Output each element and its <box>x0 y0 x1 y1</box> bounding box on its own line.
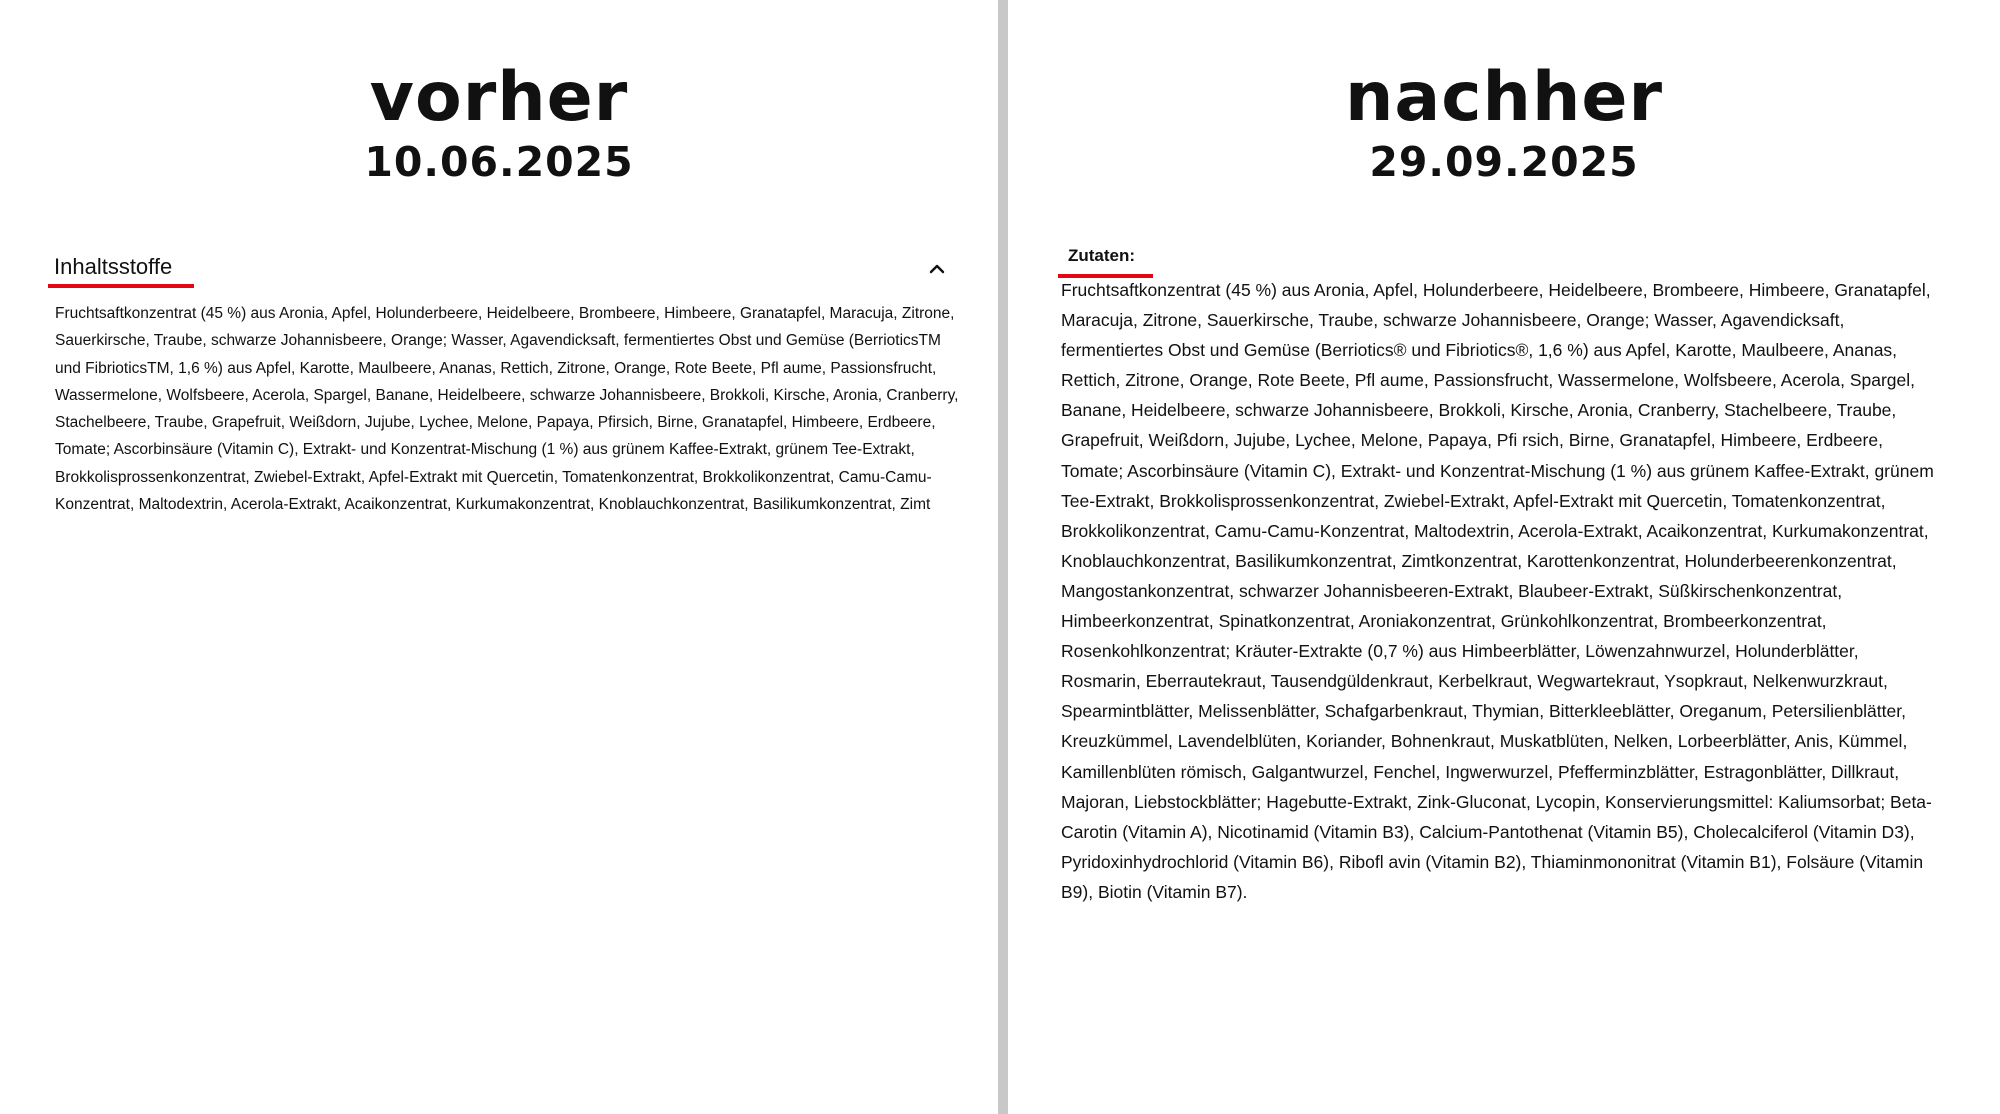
panel-divider <box>998 0 1008 1114</box>
ingredients-accordion-header[interactable] <box>48 248 958 288</box>
after-date: 29.09.2025 <box>1369 138 1639 186</box>
accordion-title: Inhaltsstoffe <box>54 254 173 279</box>
before-date: 10.06.2025 <box>364 138 634 186</box>
before-panel <box>0 0 998 1114</box>
before-ingredients-text: Fruchtsaftkonzentrat (45 %) aus Aronia, Apfel, Holunderbeere, Heidelbeere, Brombeere, Himbeere, Granatapfel, Maracuja, Zitrone, Sauerkirsche, Traube, schwarze Johannisbeere, Orange; Wasser, Agavendicksaft, fermentiertes Obst und Gemüse (BerrioticsTM und FibrioticsTM, 1,6 %) aus Apfel, Karotte, Maulbeere, Ananas, Rettich, Zitrone, Orange, Rote Beete, Pfl aume, Passionsfrucht, Wassermelone, Wolfsbeere, Acerola, Spargel, Banane, Heidelbeere, schwarze Johannisbeere, Brokkoli, Kirsche, Aronia, Cranberry, Stachelbeere, Traube, Grapefruit, Weißdorn, Jujube, Lychee, Melone, Papaya, Pfirsich, Birne, Granatapfel, Himbeere, Erdbeere, Tomate; Ascorbinsäure (Vitamin C), Extrakt- und Konzentrat-Mischung (1 %) aus grünem Kaffee-Extrakt, grünem Tee-Extrakt, Brokkolisprossenkonzentrat, Zwiebel-Extrakt, Apfel-Extrakt mit Quercetin, Tomatenkonzentrat, Brokkolikonzentrat, Camu-Camu-Konzentrat, Maltodextrin, Acerola-Extrakt, Acaikonzentrat, Kurkumakonzentrat, Knoblauchkonzentrat, Basilikumkonzentrat, Zimt <box>55 305 959 514</box>
after-section-label: Zutaten: <box>1068 246 1136 265</box>
chevron-up-icon[interactable] <box>926 258 948 280</box>
accordion-title-underline <box>48 284 194 288</box>
after-ingredients-text: Fruchtsaftkonzentrat (45 %) aus Aronia, Apfel, Holunderbeere, Heidelbeere, Brombeere, Himbeere, Granatapfel, Maracuja, Zitrone, Sauerkirsche, Traube, schwarze Johannisbeere, Orange; Wasser, Agavendicksaft, fermentiertes Obst und Gemüse (Berriotics® und Fibriotics®, 1,6 %) aus Apfel, Karotte, Maulbeere, Ananas, Rettich, Zitrone, Orange, Rote Beete, Pfl aume, Passionsfrucht, Wassermelone, Wolfsbeere, Acerola, Spargel, Banane, Heidelbeere, schwarze Johannisbeere, Brokkoli, Kirsche, Aronia, Cranberry, Stachelbeere, Traube, Grapefruit, Weißdorn, Jujube, Lychee, Melone, Papaya, Pfi rsich, Birne, Granatapfel, Himbeere, Erdbeere, Tomate; Ascorbinsäure (Vitamin C), Extrakt- und Konzentrat-Mischung (1 %) aus grünem Kaffee-Extrakt, grünem Tee-Extrakt, Brokkolisprossenkonzentrat, Zwiebel-Extrakt, Apfel-Extrakt mit Quercetin, Tomatenkonzentrat, Brokkolikonzentrat, Camu-Camu-Konzentrat, Maltodextrin, Acerola-Extrakt, Acaikonzentrat, Kurkumakonzentrat, Knoblauchkonzentrat, Basilikumkonzentrat, Zimtkonzentrat, Karottenkonzentrat, Holunderbeerenkonzentrat, Mangostankonzentrat, schwarzer Johannisbeeren-Extrakt, Blaubeer-Extrakt, Süßkirschenkonzentrat, Himbeerkonzentrat, Spinatkonzentrat, Aroniakonzentrat, Grünkohlkonzentrat, Brombeerkonzentrat, Rosenkohlkonzentrat; Kräuter-Extrakte (0,7 %) aus Himbeerblätter, Löwenzahnwurzel, Holunderblätter, Rosmarin, Eberrautekraut, Tausendgüldenkraut, Kerbelkraut, Wegwartekraut, Ysopkraut, Nelkenwurzkraut, Spearmintblätter, Melissenblätter, Schafgarbenkraut, Thymian, Bitterkleeblätter, Oreganum, Petersilienblätter, Kreuzkümmel, Lavendelblüten, Koriander, Bohnenkraut, Muskatblüten, Nelken, Lorbeerblätter, Anis, Kümmel, Kamillenblüten römisch, Galgantwurzel, Fenchel, Ingwerwurzel, Pfefferminzblätter, Estragonblätter, Dillkraut, Majoran, Liebstockblätter; Hagebutte-Extrakt, Zink-Gluconat, Lycopin, Konservierungsmittel: Kaliumsorbat; Beta-Carotin (Vitamin A), Nicotinamid (Vitamin B3), Calcium-Pantothenat (Vitamin B5), Cholecalciferol (Vitamin D3), Pyridoxinhydrochlorid (Vitamin B6), Ribofl avin (Vitamin B2), Thiaminmononitrat (Vitamin B1), Folsäure (Vitamin B9), Biotin (Vitamin B7). <box>1061 280 1934 902</box>
before-title: vorher <box>369 58 629 137</box>
after-title: nachher <box>1344 58 1664 137</box>
